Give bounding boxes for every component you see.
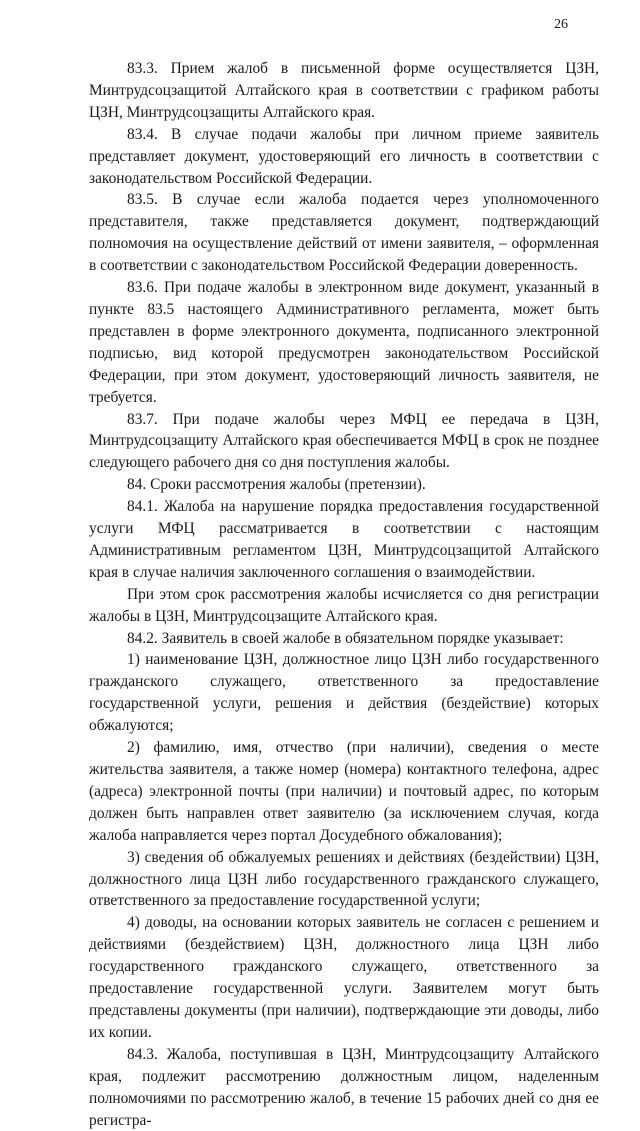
paragraph-84-heading: 84. Сроки рассмотрения жалобы (претензии). — [127, 476, 426, 494]
paragraph-84-1-term: При этом срок рассмотрения жалобы исчисляется со дня регистрации жалобы в ЦЗН, Минтрудсоцзащите Алтайского края. — [89, 585, 599, 625]
paragraph-83-7: 83.7. При подаче жалобы через МФЦ ее передача в ЦЗН, Минтрудсоцзащиту Алтайского края обеспечивается МФЦ в срок не позднее следующего рабочего дня со дня поступления жалобы. — [89, 410, 599, 472]
paragraph-83-3: 83.3. Прием жалоб в письменной форме осуществляется ЦЗН, Минтрудсоцзащитой Алтайского края в соответствии с графиком работы ЦЗН, Минтрудсоцзащиты Алтайского края. — [89, 60, 599, 121]
list-item-3: 3) сведения об обжалуемых решениях и действиях (бездействии) ЦЗН, должностного лица ЦЗН либо государственного гражданского служащего, ответственного за предоставление государственной услуги; — [89, 848, 599, 910]
paragraph-84-2: 84.2. Заявитель в своей жалобе в обязательном порядке указывает: — [127, 629, 564, 647]
page-number: 26 — [554, 17, 568, 32]
paragraph-84-3: 84.3. Жалоба, поступившая в ЦЗН, Минтрудсоцзащиту Алтайского края, подлежит рассмотрению должностным лицом, наделенным полномочиями по рассмотрению жалоб, в течение 15 рабочих дней со дня ее регистра- — [89, 1045, 599, 1129]
paragraph-83-5: 83.5. В случае если жалоба подается через уполномоченного представителя, также представляется документ, подтверждающий полномочия на осуществление действий от имени заявителя, – оформленная в соответствии с законодательством Российской Федерации доверенность. — [89, 191, 599, 275]
list-item-1: 1) наименование ЦЗН, должностное лицо ЦЗН либо государственного гражданского служащего, ответственного за предоставление государственной услуги, решения и действия (бездействие) которых обжалуются; — [89, 651, 599, 735]
paragraph-83-4: 83.4. В случае подачи жалобы при личном приеме заявитель представляет документ, удостоверяющий его личность в соответствии с законодательством Российской Федерации. — [89, 125, 599, 187]
list-item-2: 2) фамилию, имя, отчество (при наличии), сведения о месте жительства заявителя, а также номер (номера) контактного телефона, адрес (адреса) электронной почты (при наличии) и почтовый адрес, по которым должен быть направлен ответ заявителю (за исключением случая, когда жалоба направляется через портал Досудебного обжалования); — [89, 739, 599, 844]
list-item-4: 4) доводы, на основании которых заявитель не согласен с решением и действиями (бездействием) ЦЗН, должностного лица ЦЗН либо государственного гражданского служащего, ответственного за предоставление государственной услуги. Заявителем могут быть представлены документы (при наличии), подтверждающие эти доводы, либо их копии. — [89, 914, 599, 1041]
document-body — [89, 58, 599, 1131]
paragraph-84-1: 84.1. Жалоба на нарушение порядка предоставления государственной услуги МФЦ рассматривается в соответствии с настоящим Административным регламентом ЦЗН, Минтрудсоцзащитой Алтайского края в случае наличия заключенного соглашения о взаимодействии. — [89, 498, 599, 581]
paragraph-83-6: 83.6. При подаче жалобы в электронном виде документ, указанный в пункте 83.5 настоящего Административного регламента, может быть представлен в форме электронного документа, подписанного электронной подписью, вид которой предусмотрен законодательством Российской Федерации, при этом документ, удостоверяющий личность заявителя, не требуется. — [89, 279, 599, 406]
